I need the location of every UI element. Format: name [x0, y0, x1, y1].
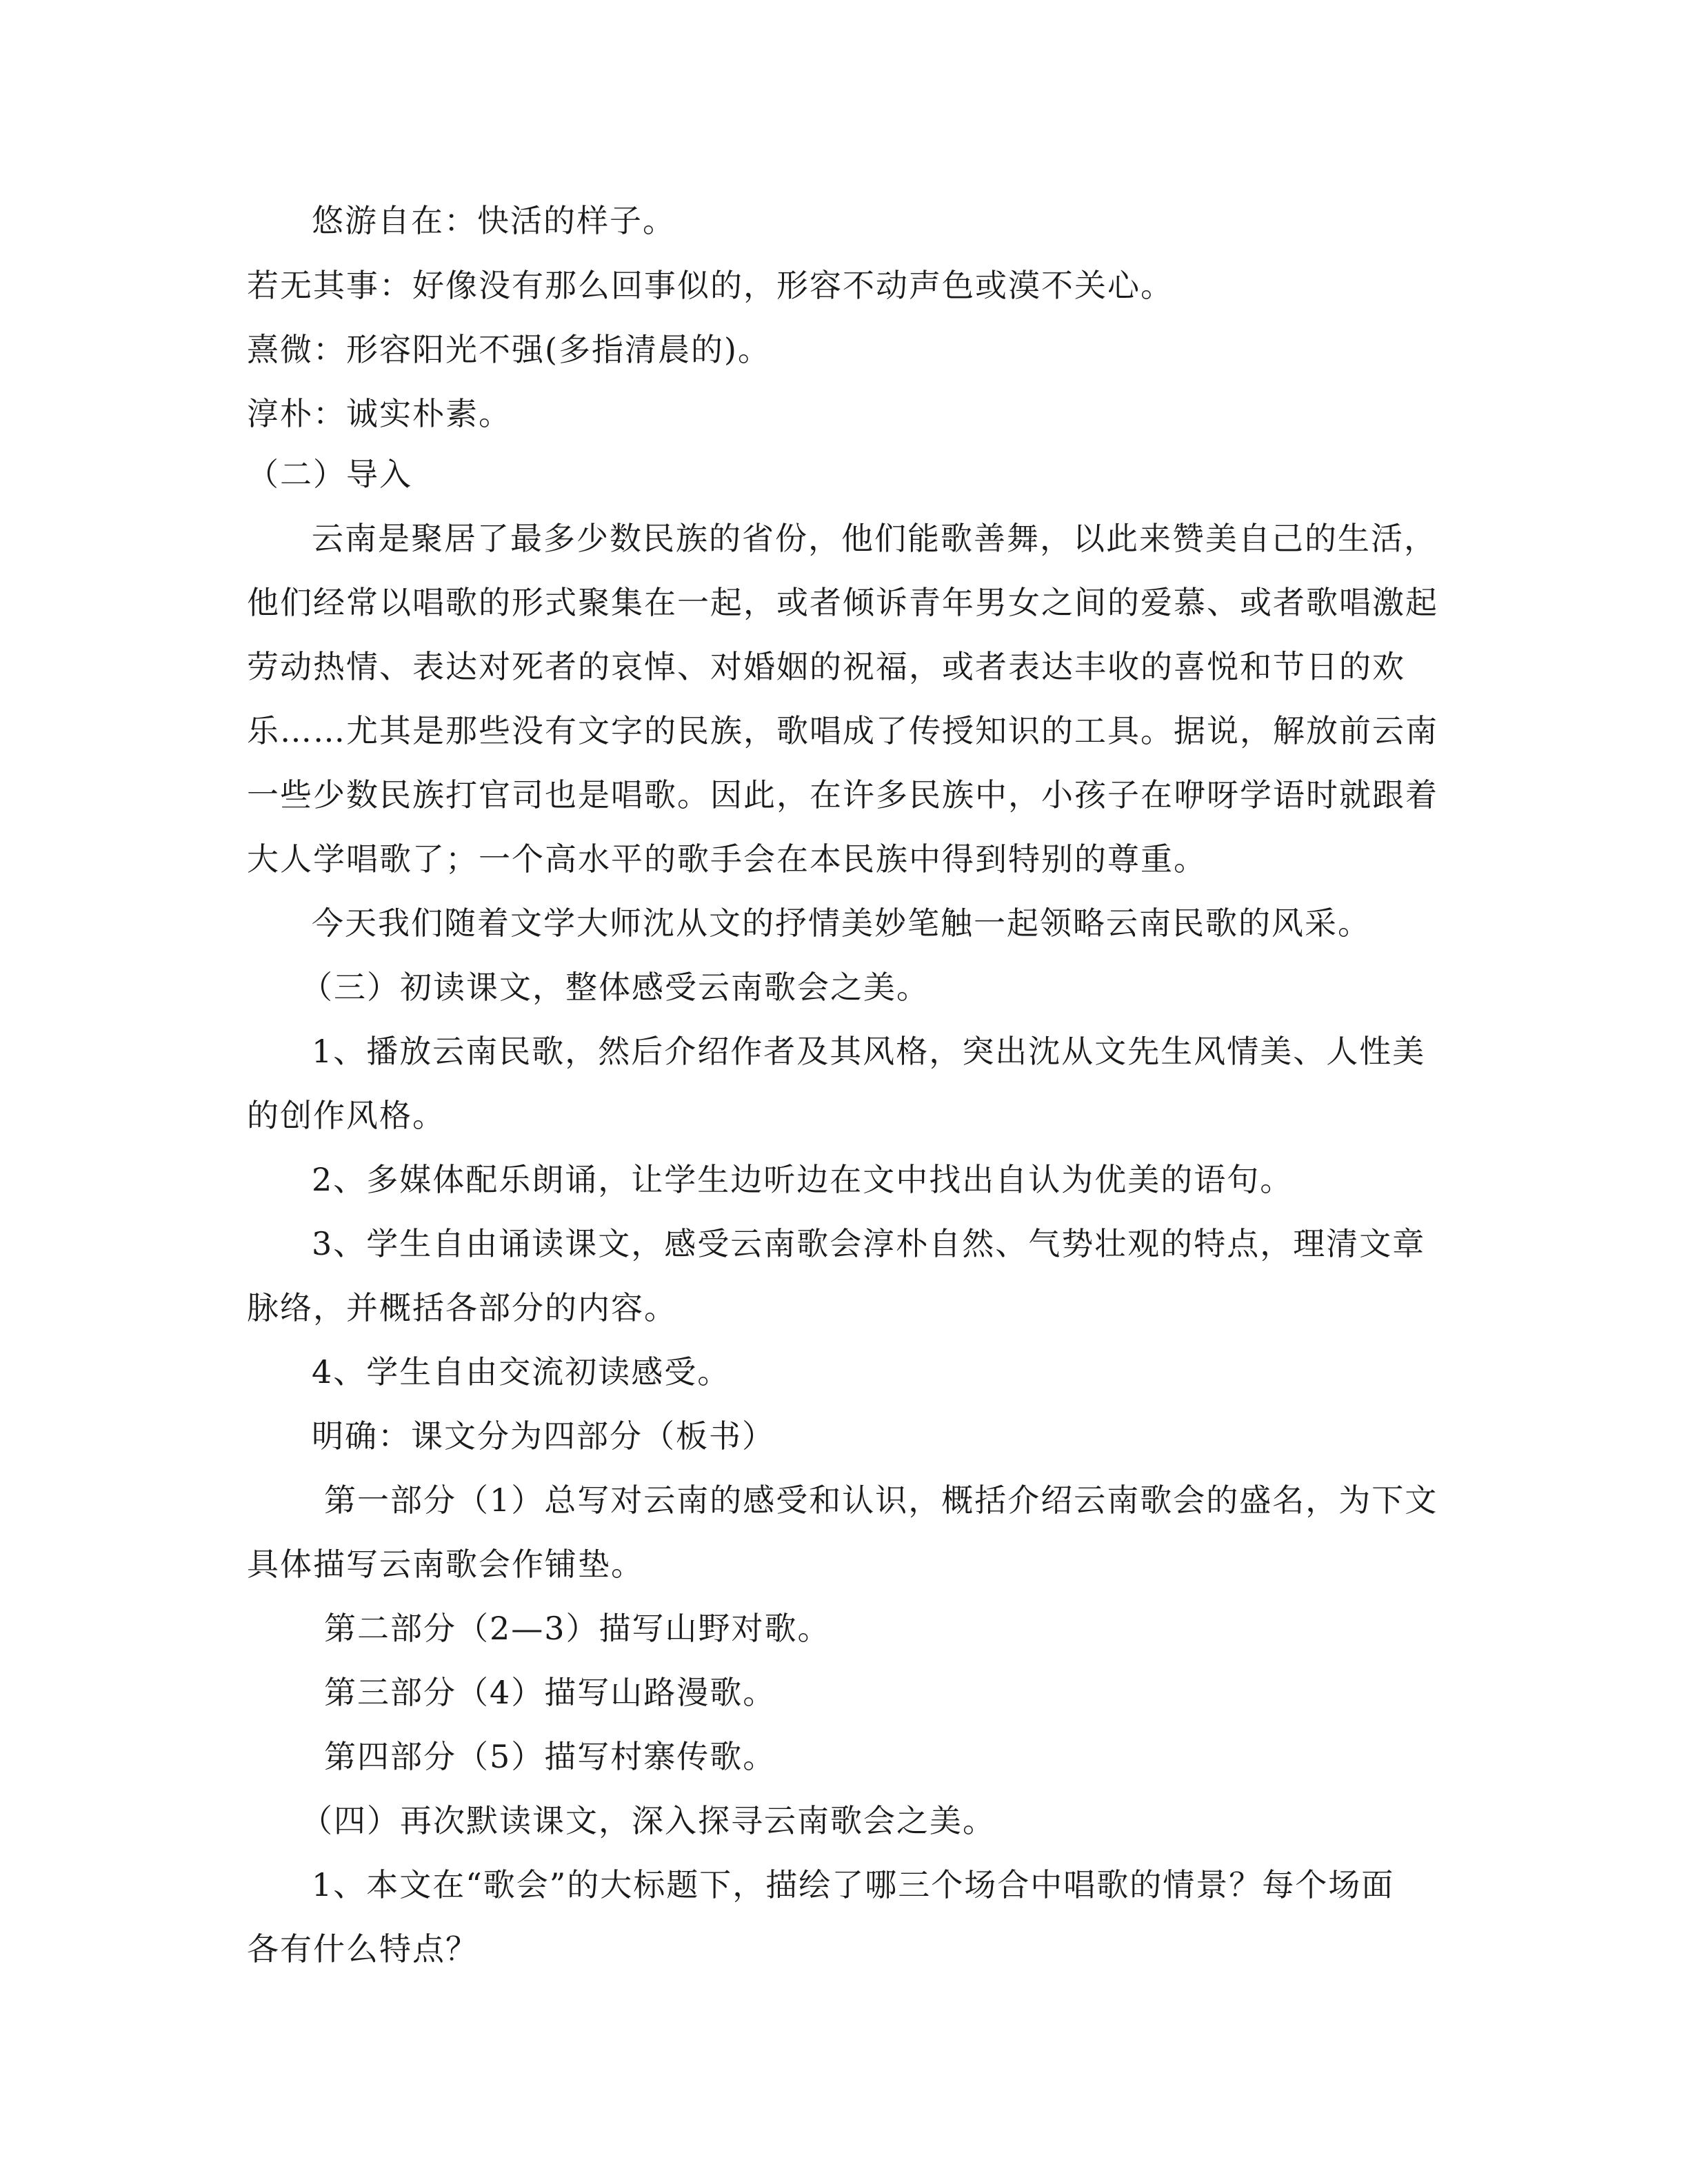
text-line: 明确：课文分为四部分（板书） [312, 1417, 775, 1455]
text-line: 3、学生自由诵读课文，感受云南歌会淳朴自然、气势壮观的特点，理清文章 [312, 1225, 1426, 1262]
text-line: 第三部分（4）描写山路漫歌。 [324, 1674, 776, 1711]
text-line: 大人学唱歌了；一个高水平的歌手会在本民族中得到特别的尊重。 [247, 840, 1207, 878]
section-heading: （三）初读课文，整体感受云南歌会之美。 [301, 969, 930, 1006]
text-line: 各有什么特点？ [247, 1930, 479, 1968]
section-heading: （四）再次默读课文，深入探寻云南歌会之美。 [301, 1802, 996, 1839]
text-line: 一些少数民族打官司也是唱歌。因此，在许多民族中，小孩子在咿呀学语时就跟着 [247, 776, 1438, 813]
text-line: 1、播放云南民歌，然后介绍作者及其风格，突出沈从文先生风情美、人性美 [312, 1033, 1426, 1070]
text-line: 淳朴：诚实朴素。 [247, 395, 512, 432]
text-line: 劳动热情、表达对死者的哀悼、对婚姻的祝福，或者表达丰收的喜悦和节日的欢 [247, 648, 1405, 685]
text-line: 2、多媒体配乐朗诵，让学生边听边在文中找出自认为优美的语句。 [312, 1161, 1294, 1198]
text-line: 第二部分（2—3）描写山野对歌。 [324, 1610, 831, 1647]
text-line: 乐……尤其是那些没有文字的民族，歌唱成了传授知识的工具。据说，解放前云南 [247, 712, 1438, 749]
text-line: 第一部分（1）总写对云南的感受和认识，概括介绍云南歌会的盛名，为下文 [324, 1482, 1438, 1519]
text-line: 4、学生自由交流初读感受。 [312, 1353, 731, 1391]
text-line: 第四部分（5）描写村寨传歌。 [324, 1738, 776, 1775]
text-line: 的创作风格。 [247, 1097, 445, 1134]
text-line: 熹微：形容阳光不强(多指清晨的)。 [247, 331, 771, 368]
text-line: 脉络，并概括各部分的内容。 [247, 1289, 677, 1326]
section-heading: （二）导入 [247, 456, 412, 493]
text-line: 若无其事：好像没有那么回事似的，形容不动声色或漠不关心。 [247, 267, 1174, 304]
text-line: 云南是聚居了最多少数民族的省份，他们能歌善舞，以此来赞美自己的生活， [312, 520, 1437, 557]
text-line: 今天我们随着文学大师沈从文的抒情美妙笔触一起领略云南民歌的风采。 [312, 904, 1371, 942]
text-line: 具体描写云南歌会作铺垫。 [247, 1546, 644, 1583]
text-line: 他们经常以唱歌的形式聚集在一起，或者倾诉青年男女之间的爱慕、或者歌唱激起 [247, 584, 1438, 621]
text-line: 1、本文在“歌会”的大标题下，描绘了哪三个场合中唱歌的情景？每个场面 [312, 1866, 1395, 1903]
text-line: 悠游自在：快活的样子。 [312, 202, 676, 239]
